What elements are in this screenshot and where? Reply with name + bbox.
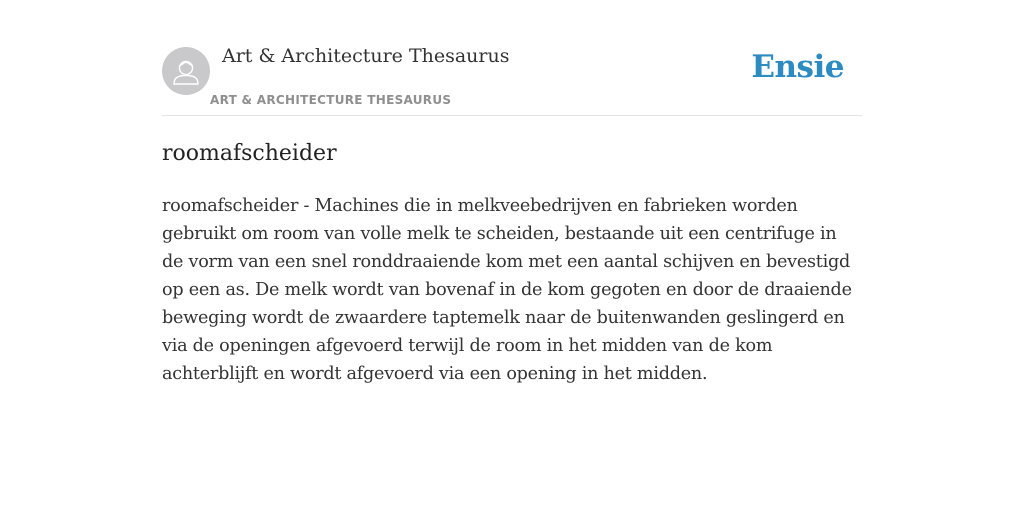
person-outline-icon xyxy=(162,47,210,95)
user-avatar-icon[interactable] xyxy=(162,47,210,95)
content-container xyxy=(162,0,862,388)
source-subtitle-link[interactable]: ART & ARCHITECTURE THESAURUS xyxy=(210,93,452,107)
header xyxy=(162,0,862,116)
definition-text: roomafscheider - Machines die in melkveebedrijven en fabrieken worden gebruikt om room van volle melk te scheiden, bestaande uit een centrifuge in de vorm van een snel ronddraaiende kom met een aantal schijven en bevestigd op een as. De melk wordt van bovenaf in de kom gegoten en door de draaiende beweging wordt de zwaardere taptemelk naar de buitenwanden geslingerd en via de openingen afgevoerd terwijl de room in het midden van de kom achterblijft en wordt afgevoerd via een opening in het midden. xyxy=(162,196,852,384)
source-name-link[interactable]: Art & Architecture Thesaurus xyxy=(222,45,510,67)
term-title: roomafscheider xyxy=(162,141,337,166)
ensie-logo[interactable]: Ensie xyxy=(751,49,844,85)
